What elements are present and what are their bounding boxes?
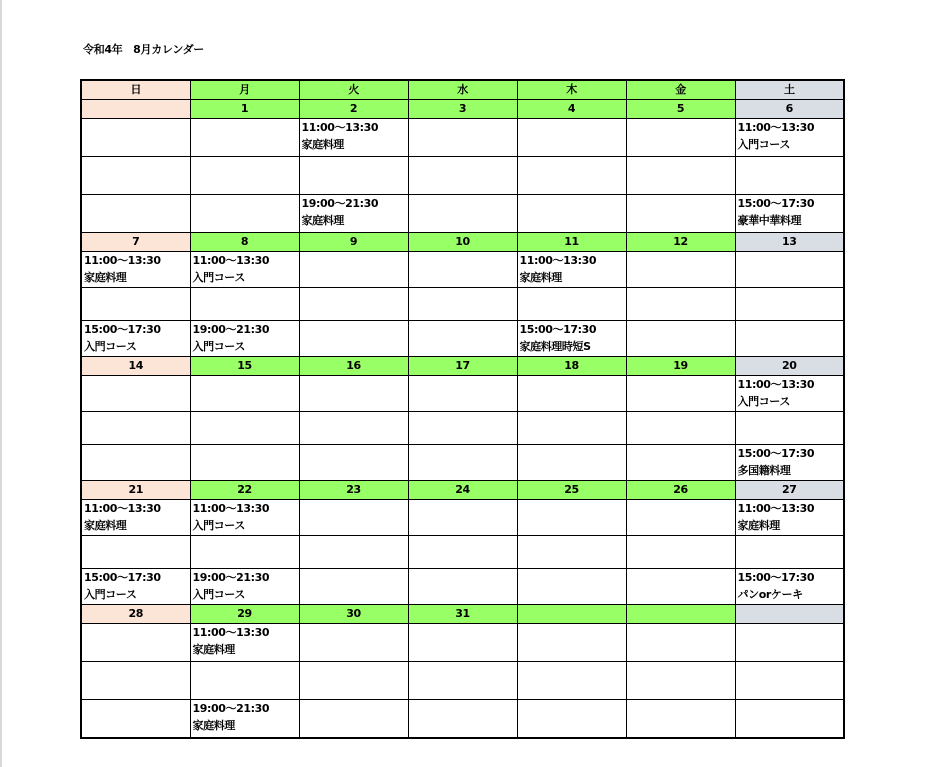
schedule-cell [81,376,190,412]
schedule-cell [517,119,626,157]
schedule-cell [517,252,626,288]
date-cell: 3 [408,100,517,119]
date-row [81,233,844,252]
slot-row [81,288,844,321]
date-cell: 12 [626,233,735,252]
date-cell: 4 [517,100,626,119]
slot-row [81,569,844,605]
class-name: 豪華中華料理 [737,214,802,227]
schedule-cell [190,288,299,321]
schedule-cell [299,445,408,481]
date-cell [735,605,844,624]
page-left-edge [0,0,2,767]
slot-row [81,321,844,357]
class-time: 19:00～21:30 [192,571,270,584]
schedule-cell [735,700,844,739]
schedule-cell [517,700,626,739]
schedule-cell [517,376,626,412]
schedule-cell [299,288,408,321]
schedule-cell [735,288,844,321]
weekday-header-mon: 月 [190,80,299,100]
schedule-cell [517,662,626,700]
class-time: 11:00～13:30 [84,254,161,267]
schedule-cell [408,624,517,662]
weekday-header-fri: 金 [626,80,735,100]
schedule-cell [299,536,408,569]
class-name: 入門コース [84,588,137,601]
page-title: 令和4年 8月カレンダー [83,43,204,56]
schedule-cell [626,288,735,321]
class-time: 19:00～21:30 [301,197,379,210]
class-time: 11:00～13:30 [737,121,815,134]
date-cell: 13 [735,233,844,252]
schedule-cell [81,445,190,481]
schedule-cell [735,624,844,662]
date-cell: 6 [735,100,844,119]
schedule-cell [408,376,517,412]
class-time: 15:00～17:30 [519,323,597,336]
schedule-cell [190,376,299,412]
schedule-cell [735,252,844,288]
schedule-cell [408,500,517,536]
schedule-cell [735,195,844,233]
schedule-cell [299,376,408,412]
schedule-cell [517,536,626,569]
date-row [81,357,844,376]
date-cell: 10 [408,233,517,252]
schedule-cell [81,195,190,233]
class-time: 15:00～17:30 [84,571,161,584]
date-row [81,100,844,119]
calendar-table [80,79,845,739]
class-name: 家庭料理 [519,271,562,284]
class-name: 家庭料理 [84,519,127,532]
schedule-cell [190,157,299,195]
schedule-cell [190,445,299,481]
class-name: 家庭料理時短S [519,340,591,353]
schedule-cell [735,445,844,481]
schedule-cell [408,157,517,195]
class-time: 11:00～13:30 [519,254,597,267]
schedule-cell [299,500,408,536]
class-time: 11:00～13:30 [84,502,161,515]
class-time: 11:00～13:30 [192,254,270,267]
schedule-cell [81,536,190,569]
date-cell: 5 [626,100,735,119]
schedule-cell [408,412,517,445]
schedule-cell [735,662,844,700]
weekday-header-thu: 木 [517,80,626,100]
slot-row [81,624,844,662]
schedule-cell [190,700,299,739]
class-time: 11:00～13:30 [737,378,815,391]
class-name: 入門コース [192,519,245,532]
weekday-header-sat: 土 [735,80,844,100]
schedule-cell [408,252,517,288]
schedule-cell [81,624,190,662]
schedule-cell [81,119,190,157]
date-cell: 2 [299,100,408,119]
schedule-cell [299,119,408,157]
schedule-cell [626,119,735,157]
schedule-cell [735,321,844,357]
schedule-cell [299,321,408,357]
schedule-cell [81,569,190,605]
date-cell: 14 [81,357,190,376]
schedule-cell [81,662,190,700]
slot-row [81,252,844,288]
class-name: 入門コース [192,588,245,601]
schedule-cell [81,500,190,536]
schedule-cell [408,445,517,481]
class-name: 家庭料理 [301,214,344,227]
schedule-cell [299,624,408,662]
schedule-cell [626,662,735,700]
schedule-cell [517,321,626,357]
schedule-cell [408,321,517,357]
weekday-header-sun: 日 [81,80,190,100]
slot-row [81,700,844,739]
slot-row [81,536,844,569]
date-row [81,605,844,624]
schedule-cell [299,700,408,739]
schedule-cell [626,569,735,605]
schedule-cell [517,288,626,321]
class-name: 家庭料理 [301,138,344,151]
weekday-header-wed: 水 [408,80,517,100]
class-time: 11:00～13:30 [737,502,815,515]
schedule-cell [517,445,626,481]
schedule-cell [735,157,844,195]
slot-row [81,445,844,481]
class-name: 入門コース [84,340,137,353]
schedule-cell [81,321,190,357]
schedule-cell [299,569,408,605]
date-row [81,481,844,500]
schedule-cell [190,412,299,445]
schedule-cell [408,288,517,321]
date-cell: 15 [190,357,299,376]
class-name: 入門コース [192,340,245,353]
schedule-cell [190,569,299,605]
schedule-cell [735,376,844,412]
schedule-cell [408,119,517,157]
date-cell: 18 [517,357,626,376]
date-cell: 24 [408,481,517,500]
date-cell: 23 [299,481,408,500]
schedule-cell [517,500,626,536]
slot-row [81,157,844,195]
schedule-cell [81,252,190,288]
date-cell: 17 [408,357,517,376]
date-cell: 16 [299,357,408,376]
date-cell: 27 [735,481,844,500]
schedule-cell [408,536,517,569]
date-cell: 20 [735,357,844,376]
date-cell [81,100,190,119]
class-name: 入門コース [737,138,790,151]
schedule-cell [190,662,299,700]
schedule-cell [190,624,299,662]
schedule-cell [735,569,844,605]
date-cell: 22 [190,481,299,500]
class-name: 多国籍料理 [737,464,791,477]
date-cell: 8 [190,233,299,252]
schedule-cell [299,157,408,195]
date-cell: 26 [626,481,735,500]
schedule-cell [299,195,408,233]
schedule-cell [626,624,735,662]
class-time: 15:00～17:30 [737,447,815,460]
schedule-cell [735,119,844,157]
schedule-cell [517,569,626,605]
schedule-cell [735,536,844,569]
class-name: 家庭料理 [84,271,127,284]
date-cell: 30 [299,605,408,624]
schedule-cell [190,195,299,233]
schedule-cell [81,157,190,195]
date-cell [517,605,626,624]
weekday-header-row [81,80,844,100]
schedule-cell [626,195,735,233]
schedule-cell [408,700,517,739]
class-time: 11:00～13:30 [192,626,270,639]
class-name: 家庭料理 [192,643,235,656]
schedule-cell [626,376,735,412]
schedule-cell [517,412,626,445]
schedule-cell [408,569,517,605]
date-cell: 25 [517,481,626,500]
date-cell [626,605,735,624]
schedule-cell [190,536,299,569]
class-name: 家庭料理 [737,519,780,532]
date-cell: 28 [81,605,190,624]
schedule-cell [81,412,190,445]
schedule-cell [626,500,735,536]
schedule-cell [81,700,190,739]
slot-row [81,662,844,700]
schedule-cell [626,445,735,481]
schedule-cell [517,195,626,233]
date-cell: 21 [81,481,190,500]
class-time: 19:00～21:30 [192,702,270,715]
schedule-cell [408,195,517,233]
date-cell: 11 [517,233,626,252]
schedule-cell [626,412,735,445]
class-name: 入門コース [192,271,245,284]
schedule-cell [626,700,735,739]
schedule-cell [626,321,735,357]
weekday-header-tue: 火 [299,80,408,100]
class-time: 15:00～17:30 [84,323,161,336]
class-time: 11:00～13:30 [192,502,270,515]
schedule-cell [626,536,735,569]
class-name: 家庭料理 [192,719,235,732]
date-cell: 31 [408,605,517,624]
schedule-cell [735,412,844,445]
schedule-cell [299,252,408,288]
schedule-cell [190,252,299,288]
slot-row [81,376,844,412]
class-time: 15:00～17:30 [737,571,815,584]
slot-row [81,412,844,445]
class-time: 19:00～21:30 [192,323,270,336]
schedule-cell [81,288,190,321]
schedule-cell [517,157,626,195]
date-cell: 9 [299,233,408,252]
slot-row [81,119,844,157]
slot-row [81,500,844,536]
schedule-cell [299,412,408,445]
date-cell: 1 [190,100,299,119]
slot-row [81,195,844,233]
date-cell: 19 [626,357,735,376]
schedule-cell [735,500,844,536]
date-cell: 7 [81,233,190,252]
class-name: 入門コース [737,395,790,408]
schedule-cell [626,252,735,288]
schedule-cell [626,157,735,195]
schedule-cell [190,321,299,357]
class-time: 15:00～17:30 [737,197,815,210]
schedule-cell [408,662,517,700]
schedule-cell [517,624,626,662]
date-cell: 29 [190,605,299,624]
schedule-cell [190,500,299,536]
class-name: パンorケーキ [737,588,803,601]
schedule-cell [190,119,299,157]
schedule-cell [299,662,408,700]
class-time: 11:00～13:30 [301,121,379,134]
